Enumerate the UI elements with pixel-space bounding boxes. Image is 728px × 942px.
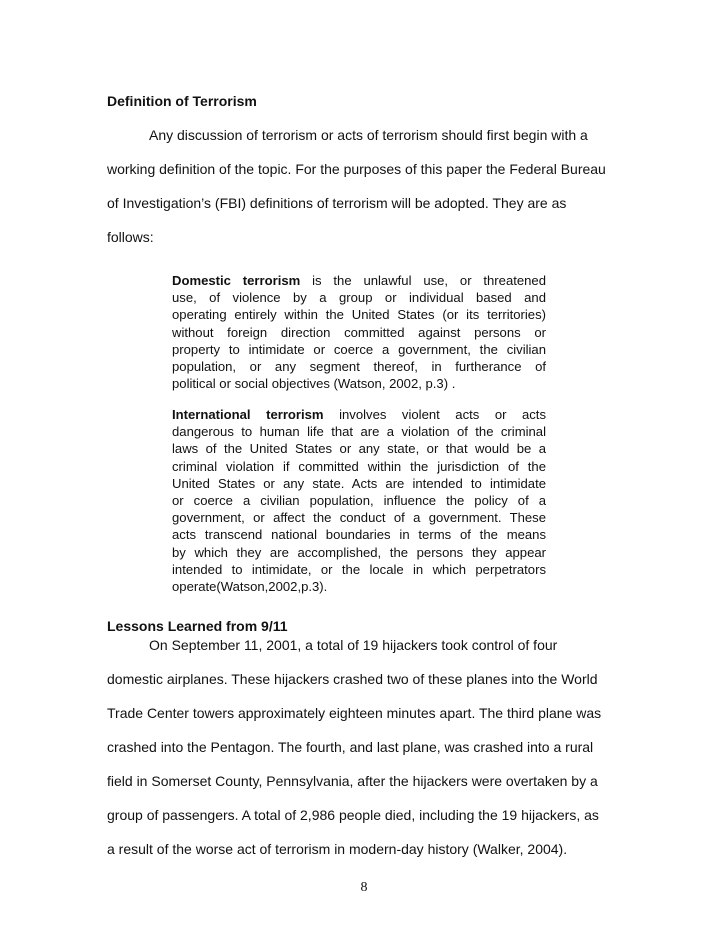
quote-line: operate(Watson,2002,p.3). [172,578,328,594]
quote-first-line-text: involves violent acts or acts [323,407,546,422]
quote-line: government, or affect the conduct of a government. These [172,510,546,526]
page-number: 8 [360,880,368,895]
quote-line: acts transcend national boundaries in terms of the means [172,527,546,543]
quote-line: dangerous to human life that are a violation of the criminal [172,424,546,440]
quote-line: criminal violation if committed within the jurisdiction of the [172,458,546,474]
quote-line: use, of violence by a group or individual based and [172,290,546,306]
term-domestic-terrorism: Domestic terrorism [172,273,301,288]
paragraph-line: domestic airplanes. These hijackers crashed two of these planes into the World [107,671,598,687]
paragraph-line: follows: [107,229,154,245]
quote-line: political or social objectives (Watson, 2002, p.3) . [172,376,456,392]
quote-line: intended to intimidate, or the locale in which perpetrators [172,561,546,577]
quote-line [172,272,546,289]
paragraph-line: crashed into the Pentagon. The fourth, and last plane, was crashed into a rural [107,739,594,755]
block-quote-domestic [172,272,546,392]
quote-line: United States or any state. Acts are intended to intimidate [172,475,546,491]
paragraph-line: of Investigation’s (FBI) definitions of terrorism will be adopted. They are as [107,195,567,211]
quote-line: without foreign direction committed against persons or [172,324,546,340]
section-heading-definition: Definition of Terrorism [107,93,257,109]
paragraph-line: field in Somerset County, Pennsylvania, after the hijackers were overtaken by a [107,773,598,789]
paragraph-line: Any discussion of terrorism or acts of terrorism should first begin with a [149,127,588,143]
quote-line: property to intimidate or coerce a government, the civilian [172,341,546,357]
paragraph-line: Trade Center towers approximately eighteen minutes apart. The third plane was [107,705,602,721]
quote-line: operating entirely within the United States (or its territories) [172,307,546,323]
block-quote-international [172,406,546,595]
quote-line [172,406,546,423]
quote-line: laws of the United States or any state, or that would be a [172,441,546,457]
quote-line: or coerce a civilian population, influence the policy of a [172,492,546,508]
paragraph-line: a result of the worse act of terrorism in modern-day history (Walker, 2004). [107,841,568,857]
term-international-terrorism: International terrorism [172,407,324,422]
quote-line: by which they are accomplished, the persons they appear [172,544,546,560]
paragraph-line: group of passengers. A total of 2,986 people died, including the 19 hijackers, as [107,807,599,823]
paragraph-line: On September 11, 2001, a total of 19 hijackers took control of four [149,637,558,653]
quote-first-line-text: is the unlawful use, or threatened [300,273,547,288]
paragraph-line: working definition of the topic. For the purposes of this paper the Federal Bureau [107,161,606,177]
section-heading-lessons: Lessons Learned from 9/11 [107,618,288,634]
quote-line: population, or any segment thereof, in furtherance of [172,358,546,374]
